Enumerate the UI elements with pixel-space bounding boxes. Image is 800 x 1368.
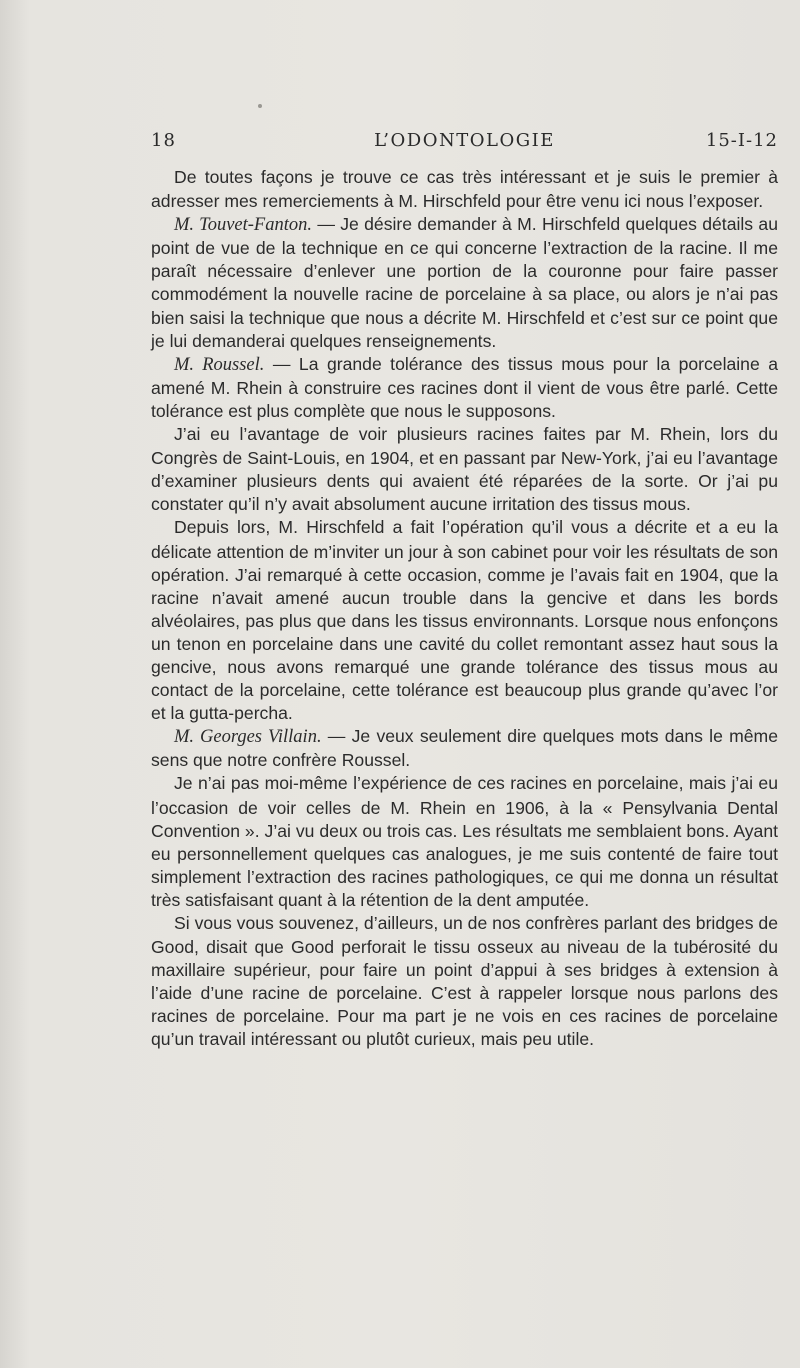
paragraph [151,516,778,725]
print-speck [258,104,262,108]
page-number: 18 [151,130,176,151]
paragraph [151,912,778,1052]
paragraph-text: De toutes façons je trouve ce cas très intéressant et je suis le premier à adresser mes remerciements à M. Hirschfeld pour être venu ici nous l’exposer. [151,167,778,212]
paragraph [151,166,778,213]
paragraph-text: Je n’ai pas moi-même l’expérience de ces racines en porcelaine, mais j’ai eu l’occasion de voir celles de M. Rhein en 1906, à la « Pensylvania Dental Convention ». J’ai vu deux ou trois cas. Les résultats me semblaient bons. Ayant eu personnellement quelques cas analogues, je me suis contenté de faire tout simplement l’extraction des racines pathologiques, ce qui me donna un résultat très satisfaisant quant à la rétention de la dent amputée. [151,773,778,910]
paragraph-text: — Je veux seulement dire quelques mots dans le même sens que notre confrère Roussel. [151,726,778,771]
speaker-name: M. Touvet-Fanton. [174,215,312,236]
paragraph [151,772,778,912]
running-header [151,130,778,160]
paragraph [151,725,778,772]
body-text [151,166,778,1052]
paragraph-text: — La grande tolérance des tissus mous pour la porcelaine a amené M. Rhein à construire ces racines dont il vient de vous être parlé. Cette tolérance est plus complète que nous le supposons. [151,353,778,421]
paragraph [151,423,778,516]
paragraph-text: Depuis lors, M. Hirschfeld a fait l’opération qu’il vous a décrite et a eu la délicate attention de m’inviter un jour à son cabinet pour voir les résultats de son opération. J’ai remarqué à cette occasion, comme je l’avais fait en 1904, que la racine n’avait amené aucun trouble dans la gencive et dans les bords alvéolaires, pas plus que dans les tissus environnants. Lorsque nous enfonçons un tenon en porcelaine dans une cavité du collet remontant assez haut sous la gencive, nous avons remarqué une grande tolérance des tissus mous au contact de la porcelaine, cette tolérance est beaucoup plus grande qu’avec l’or et la gutta-percha. [151,517,778,724]
paragraph-text: Si vous vous souvenez, d’ailleurs, un de nos confrères parlant des bridges de Good, disait que Good perforait le tissu osseux au niveau de la tubérosité du maxillaire supérieur, pour faire un point d’appui à ses bridges à extension à l’aide d’une racine de porcelaine. C’est à rappeler lorsque nous parlons des racines de porcelaine. Pour ma part je ne vois en ces racines de porcelaine qu’un travail intéressant ou plutôt curieux, mais peu utile. [151,913,778,1050]
paragraph-text: — Je désire demander à M. Hirschfeld quelques détails au point de vue de la technique en ce qui concerne l’extraction de la racine. Il me paraît nécessaire d’enlever une portion de la couronne pour faire passer commodément la nouvelle racine de porcelaine à sa place, ou alors je n’ai pas bien saisi la technique que nous a décrite M. Hirschfeld et c’est sur ce point que je lui demanderai quelques renseignements. [151,214,778,351]
paragraph [151,353,778,423]
paragraph [151,213,778,353]
speaker-name: M. Roussel. [174,354,265,375]
issue-date: 15-I-12 [705,130,778,151]
paragraph-text: J’ai eu l’avantage de voir plusieurs racines faites par M. Rhein, lors du Congrès de Saint-Louis, en 1904, et en passant par New-York, j’ai eu l’avantage d’examiner plusieurs dents qui avaient été réparées de la sorte. Or j’ai pu constater qu’il n’y avait absolument aucune irritation des tissus mous. [151,424,778,515]
running-title: L’ODONTOLOGIE [374,130,555,151]
speaker-name: M. Georges Villain. [174,727,322,748]
